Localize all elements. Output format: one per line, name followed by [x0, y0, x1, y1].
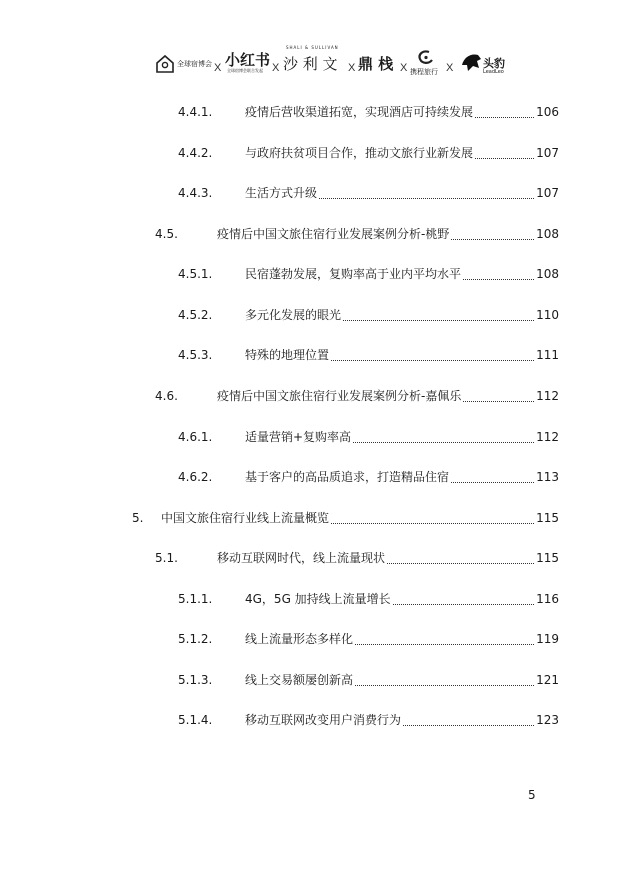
toc-page: 115 — [536, 551, 559, 565]
toc-page: 123 — [536, 713, 559, 727]
logo-sullivan-top: SHALI & SULLIVAN — [286, 45, 339, 50]
toc-entry-4-5-2[interactable] — [178, 306, 559, 324]
toc-number: 4.4.2. — [178, 146, 213, 160]
toc-number: 5.1.2. — [178, 632, 213, 646]
toc-page: 112 — [536, 389, 559, 403]
logo-leadleo: 头豹 — [483, 57, 505, 70]
toc-page: 121 — [536, 673, 559, 687]
separator-3: X — [348, 62, 356, 74]
toc-entry-4-4-1[interactable] — [178, 103, 559, 121]
toc-leader — [343, 308, 534, 321]
toc-entry-5-1-4[interactable] — [178, 711, 559, 729]
toc-title: 中国文旅住宿行业线上流量概览 — [161, 511, 330, 525]
toc-number: 5. — [132, 511, 144, 525]
toc-entry-5-1-1[interactable] — [178, 590, 559, 608]
toc-page: 116 — [536, 592, 559, 606]
toc-entry-5-1-3[interactable] — [178, 671, 559, 689]
toc-page: 113 — [536, 470, 559, 484]
toc-page: 111 — [536, 348, 559, 362]
logo-sullivan: 沙 利 文 — [283, 55, 338, 73]
toc-page: 112 — [536, 430, 559, 444]
toc-number: 4.5.2. — [178, 308, 213, 322]
toc-entry-4-4-3[interactable] — [178, 184, 559, 202]
toc-number: 5.1. — [155, 551, 178, 565]
toc-leader — [353, 430, 534, 443]
toc-number: 5.1.1. — [178, 592, 213, 606]
logo-ctrip: 携程旅行 — [410, 68, 438, 76]
toc-leader — [463, 267, 534, 280]
toc-page: 108 — [536, 227, 559, 241]
toc-title: 疫情后中国文旅住宿行业发展案例分析-桃野 — [217, 227, 450, 241]
toc-title: 4G，5G 加持线上流量增长 — [245, 592, 391, 606]
toc-entry-5-1[interactable] — [155, 549, 559, 567]
toc-leader — [355, 673, 534, 686]
toc-leader — [475, 105, 534, 118]
toc-number: 5.1.4. — [178, 713, 213, 727]
house-icon — [155, 54, 175, 78]
toc-leader — [463, 389, 534, 402]
toc-page: 107 — [536, 146, 559, 160]
toc-number: 4.4.3. — [178, 186, 213, 200]
toc-entry-4-5[interactable] — [155, 225, 559, 243]
toc-entry-5[interactable] — [132, 509, 559, 527]
toc-leader — [355, 632, 534, 645]
toc-number: 4.5. — [155, 227, 178, 241]
toc-page: 115 — [536, 511, 559, 525]
separator-2: X — [272, 62, 280, 74]
toc-entry-4-4-2[interactable] — [178, 144, 559, 162]
toc-leader — [403, 713, 534, 726]
toc-number: 4.4.1. — [178, 105, 213, 119]
toc-entry-4-6-2[interactable] — [178, 468, 559, 486]
toc-title: 适量营销+复购率高 — [245, 430, 352, 444]
separator-1: X — [214, 62, 222, 74]
toc-leader — [451, 470, 534, 483]
toc-title: 疫情后营收渠道拓宽，实现酒店可持续发展 — [245, 105, 474, 119]
toc-entry-4-5-1[interactable] — [178, 265, 559, 283]
toc-page: 108 — [536, 267, 559, 281]
leopard-icon — [459, 51, 483, 77]
header-logo-strip — [0, 44, 642, 88]
separator-5: X — [446, 62, 454, 74]
toc-leader — [451, 227, 534, 240]
toc-title: 线上流量形态多样化 — [245, 632, 354, 646]
toc-page: 106 — [536, 105, 559, 119]
toc-leader — [475, 146, 534, 159]
separator-4: X — [400, 62, 408, 74]
page-number: 5 — [528, 788, 536, 802]
toc-entry-4-5-3[interactable] — [178, 346, 559, 364]
logo-xiaohongshu: 小红书 — [225, 51, 271, 69]
toc-number: 4.6.2. — [178, 470, 213, 484]
toc-entry-4-6[interactable] — [155, 387, 559, 405]
toc-leader — [387, 551, 534, 564]
toc-leader — [319, 186, 534, 199]
toc-entry-5-1-2[interactable] — [178, 630, 559, 648]
toc-title: 移动互联网时代，线上流量现状 — [217, 551, 386, 565]
toc-page: 107 — [536, 186, 559, 200]
logo-leadleo-sub: LeadLeo — [483, 69, 504, 75]
toc-title: 民宿蓬勃发展，复购率高于业内平均水平 — [245, 267, 462, 281]
toc-leader — [393, 592, 534, 605]
toc-leader — [331, 511, 534, 524]
toc-number: 4.5.1. — [178, 267, 213, 281]
toc-page: 110 — [536, 308, 559, 322]
toc-page: 119 — [536, 632, 559, 646]
toc-title: 疫情后中国文旅住宿行业发展案例分析-嘉佩乐 — [217, 389, 462, 403]
toc-number: 4.5.3. — [178, 348, 213, 362]
toc-number: 4.6. — [155, 389, 178, 403]
toc-title: 多元化发展的眼光 — [245, 308, 342, 322]
toc-title: 特殊的地理位置 — [245, 348, 330, 362]
toc-title: 与政府扶贫项目合作，推动文旅行业新发展 — [245, 146, 474, 160]
logo-dingzhan: 鼎 栈 — [358, 55, 394, 73]
logo-xiaohongshu-sub: 全球宿博会联合发起 — [227, 68, 263, 73]
logo-expo: 全球宿博会 — [177, 60, 212, 68]
toc-entry-4-6-1[interactable] — [178, 428, 559, 446]
toc-leader — [331, 348, 534, 361]
toc-title: 线上交易额屡创新高 — [245, 673, 354, 687]
toc-title: 生活方式升级 — [245, 186, 318, 200]
toc-title: 移动互联网改变用户消费行为 — [245, 713, 402, 727]
toc-number: 4.6.1. — [178, 430, 213, 444]
toc-number: 5.1.3. — [178, 673, 213, 687]
toc-title: 基于客户的高品质追求，打造精品住宿 — [245, 470, 450, 484]
